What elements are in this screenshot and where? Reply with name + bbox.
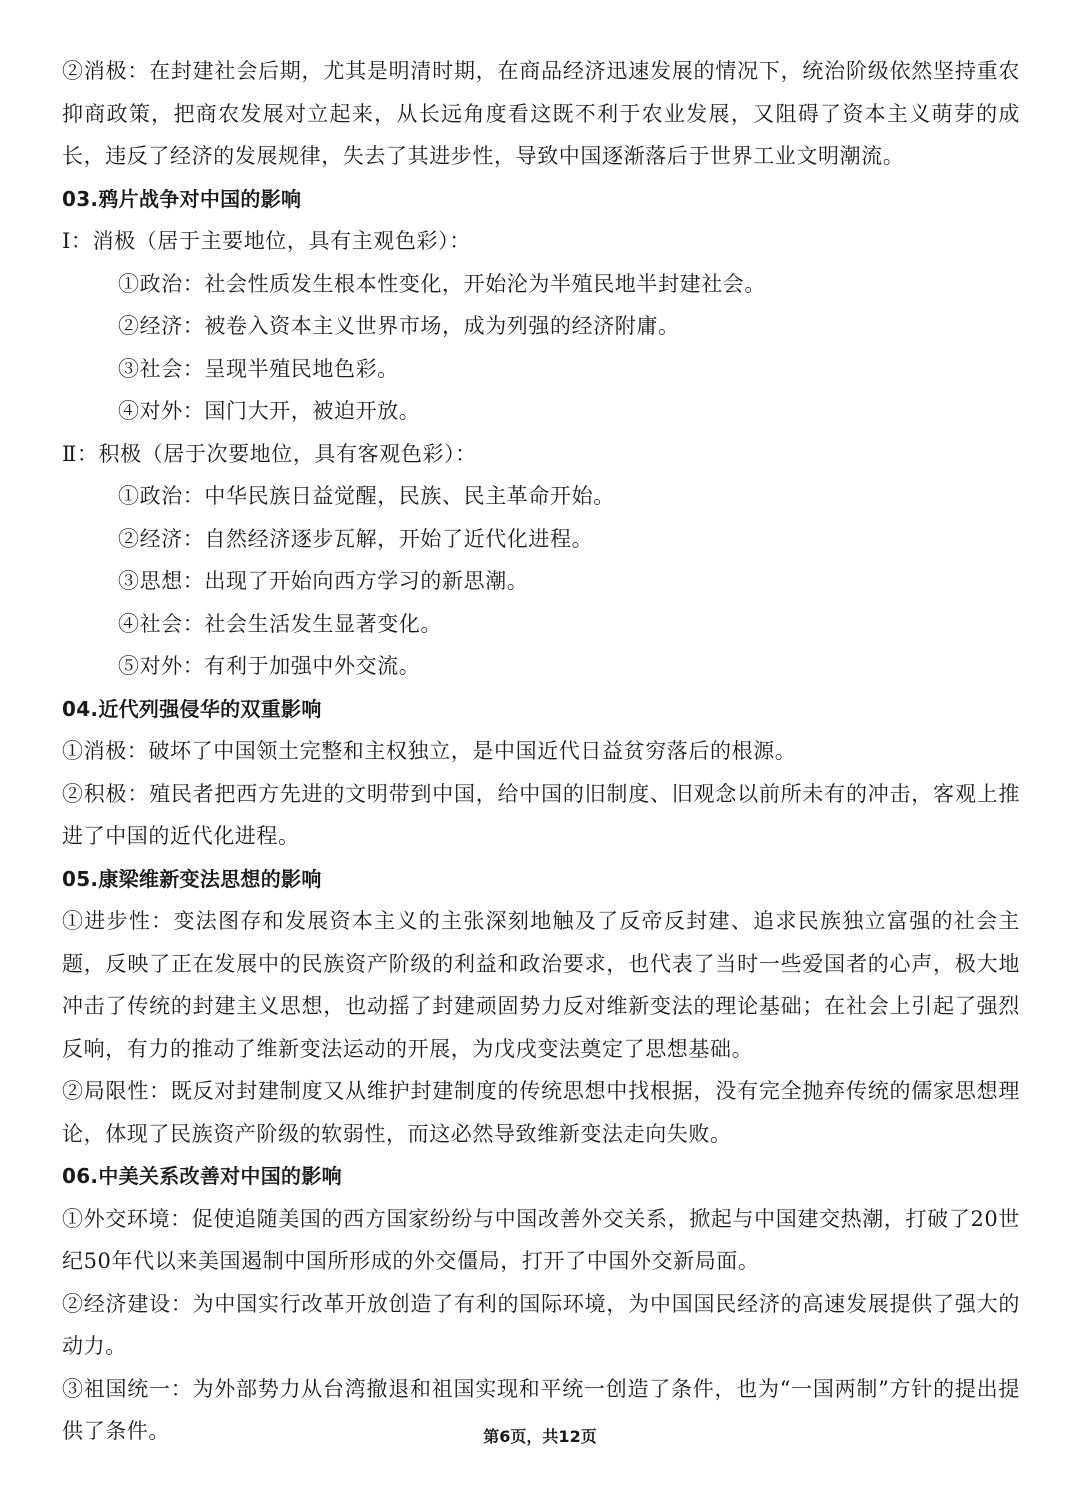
list-item: ①政治：中华民族日益觉醒，民族、民主革命开始。 (118, 484, 615, 508)
list-item: ②经济：被卷入资本主义世界市场，成为列强的经济附庸。 (118, 314, 680, 338)
paragraph: ①消极：破坏了中国领土完整和主权独立，是中国近代日益贫穷落后的根源。 (62, 739, 797, 763)
paragraph: ②消极：在封建社会后期，尤其是明清时期，在商品经济迅速发展的情况下，统治阶级依然坚持重农抑商政策，把商农发展对立起来，从长远角度看这既不利于农业发展，又阻碍了资本主义萌芽的成长，违反了经济的发展规律，失去了其进步性，导致中国逐渐落后于世界工业文明潮流。 (62, 59, 1020, 168)
list-item: ③社会：呈现半殖民地色彩。 (118, 356, 399, 381)
paragraph: ②积极：殖民者把西方先进的文明带到中国，给中国的旧制度、旧观念以前所未有的冲击，客观上推进了中国的近代化进程。 (62, 781, 1020, 848)
paragraph: Ⅱ：积极（居于次要地位，具有客观色彩）： (62, 441, 477, 466)
list-item: ④社会：社会生活发生显著变化。 (118, 611, 442, 636)
list-item: ①政治：社会性质发生根本性变化，开始沦为半殖民地半封建社会。 (118, 271, 766, 296)
paragraph: Ⅰ：消极（居于主要地位，具有主观色彩）： (62, 229, 471, 253)
list-item: ③思想：出现了开始向西方学习的新思潮。 (118, 569, 529, 593)
list-item: ⑤对外：有利于加强中外交流。 (118, 654, 421, 678)
document-body (62, 50, 1020, 1453)
paragraph: ②局限性：既反对封建制度又从维护封建制度的传统思想中找根据，没有完全抛弃传统的儒家思想理论，体现了民族资产阶级的软弱性，而这必然导致维新变法走向失败。 (62, 1079, 1020, 1146)
list-item: ④对外：国门大开，被迫开放。 (118, 399, 421, 423)
list-item: ②经济：自然经济逐步瓦解，开始了近代化进程。 (118, 526, 594, 551)
paragraph: ③祖国统一：为外部势力从台湾撤退和祖国实现和平统一创造了条件，也为“一国两制”方针的提出提供了条件。 (62, 1376, 1020, 1443)
paragraph: ①外交环境：促使追随美国的西方国家纷纷与中国改善外交关系，掀起与中国建交热潮，打破了20世纪50年代以来美国遏制中国所形成的外交僵局，打开了中国外交新局面。 (62, 1206, 1020, 1273)
section-heading: 06.中美关系改善对中国的影响 (62, 1164, 342, 1188)
page-number: 第6页，共12页 (483, 1427, 597, 1446)
section-heading: 05.康梁维新变法思想的影响 (62, 866, 322, 891)
paragraph: ①进步性：变法图存和发展资本主义的主张深刻地触及了反帝反封建、追求民族独立富强的社会主题，反映了正在发展中的民族资产阶级的利益和政治要求，也代表了当时一些爱国者的心声，极大地冲击了传统的封建主义思想，也动摇了封建顽固势力反对维新变法的理论基础；在社会上引起了强烈反响，有力的推动了维新变法运动的开展，为戊戌变法奠定了思想基础。 (62, 909, 1020, 1061)
paragraph: ②经济建设：为中国实行改革开放创造了有利的国际环境，为中国国民经济的高速发展提供了强大的动力。 (62, 1291, 1020, 1358)
section-heading: 04.近代列强侵华的双重影响 (62, 696, 322, 721)
section-heading: 03.鸦片战争对中国的影响 (62, 186, 302, 211)
